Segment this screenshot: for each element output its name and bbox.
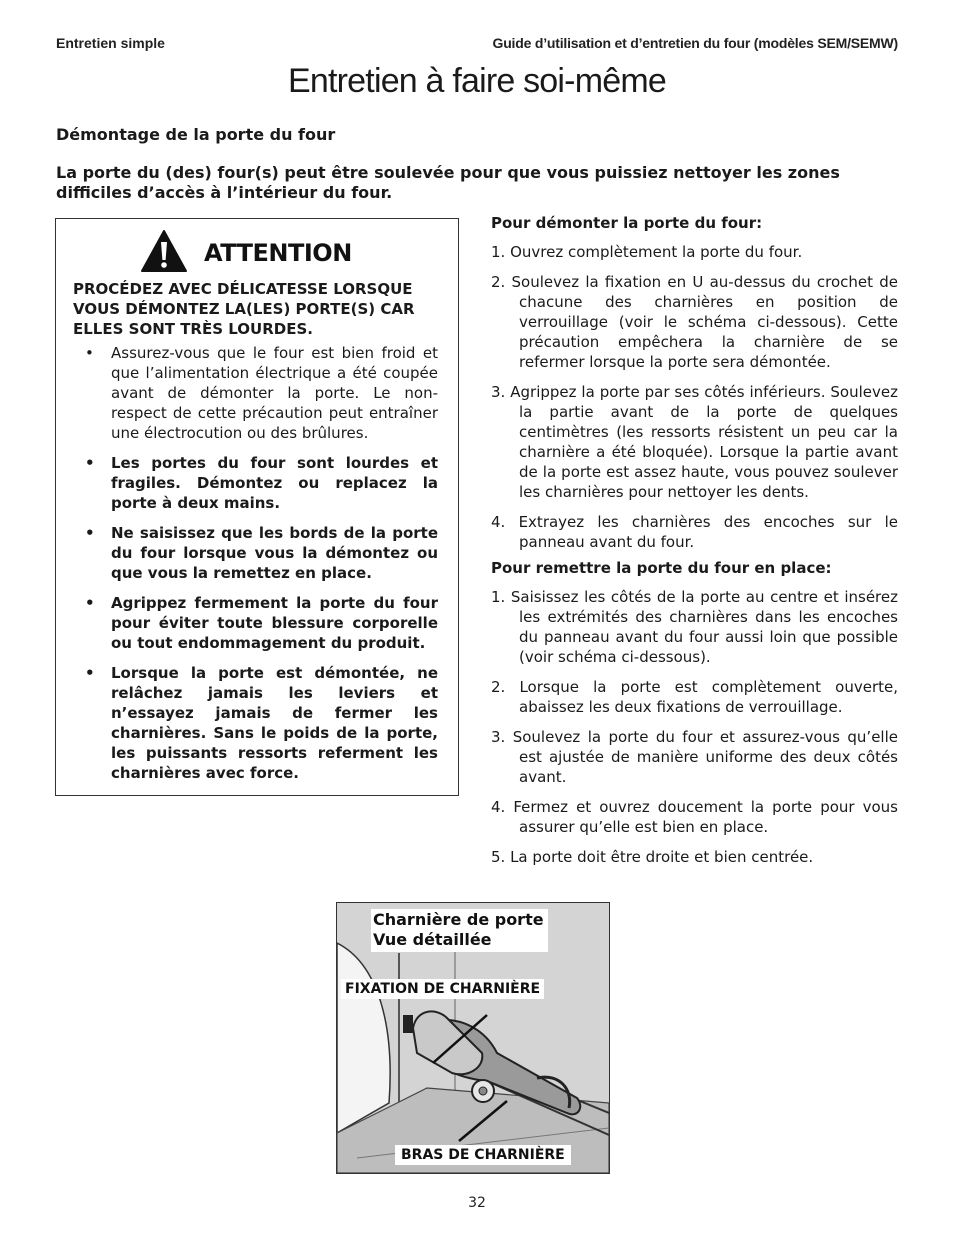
warning-list <box>73 343 438 793</box>
warning-title: ATTENTION <box>204 239 352 267</box>
label-hinge-arm: BRAS DE CHARNIÈRE <box>395 1145 571 1165</box>
replace-steps <box>491 587 898 867</box>
page-number: 32 <box>468 1195 486 1211</box>
bullet-icon: • <box>85 524 95 542</box>
bullet-icon: • <box>85 344 94 362</box>
page-title: Entretien à faire soi-même <box>288 62 666 100</box>
warning-lead: PROCÉDEZ AVEC DÉLICATESSE LORSQUE VOUS DÉMONTEZ LA(LES) PORTE(S) CAR ELLES SONT TRÈS LOURDES. <box>73 280 415 338</box>
remove-steps <box>491 242 898 552</box>
warning-title-row <box>140 227 352 275</box>
hinge-illustration <box>336 902 610 1174</box>
illustration-title: Charnière de porte Vue détaillée <box>371 909 548 952</box>
remove-step: 4. Extrayez les charnières des encoches sur le panneau avant du four. <box>491 513 898 551</box>
remove-step: 1. Ouvrez complètement la porte du four. <box>491 243 803 261</box>
remove-step: 3. Agrippez la porte par ses côtés inférieurs. Soulevez la partie avant de la porte de quelques centimètres (les ressorts résistent un peu car la charnière a été bloquée). Lorsque la partie avant de la porte est assez haute, vous pouvez soulever les charnières pour nettoyer les dents. <box>491 383 898 501</box>
instructions-column <box>491 213 898 873</box>
bullet-icon: • <box>85 594 95 612</box>
replace-step: 3. Soulevez la porte du four et assurez-vous qu’elle est ajustée de manière uniforme des deux côtés avant. <box>491 728 898 786</box>
label-hinge-fixation: FIXATION DE CHARNIÈRE <box>341 979 544 999</box>
replace-step: 2. Lorsque la porte est complètement ouverte, abaissez les deux fixations de verrouillage. <box>491 678 898 716</box>
warning-item: • Lorsque la porte est démontée, ne relâchez jamais les leviers et n’essayez jamais de fermer les charnières. Sans le poids de la porte, les puissants ressorts referment les charnières avec force. <box>85 664 438 782</box>
warning-item: • Ne saisissez que les bords de la porte du four lorsque vous la démontez ou que vous la remettez en place. <box>85 524 438 582</box>
bullet-icon: • <box>85 664 95 682</box>
replace-step: 5. La porte doit être droite et bien centrée. <box>491 848 814 866</box>
replace-heading: Pour remettre la porte du four en place: <box>491 559 832 577</box>
running-header-guide: Guide d’utilisation et d’entretien du four (modèles SEM/SEMW) <box>492 35 898 51</box>
warning-triangle-icon <box>140 229 188 273</box>
warning-box <box>55 218 459 796</box>
remove-step: 2. Soulevez la fixation en U au-dessus du crochet de chacune des charnières en position de verrouillage (voir le schéma ci-dessous). Cette précaution empêchera la charnière de se refermer lorsque la porte sera démontée. <box>491 273 898 371</box>
intro-paragraph: La porte du (des) four(s) peut être soulevée pour que vous puissiez nettoyer les zones difficiles d’accès à l’intérieur du four. <box>56 163 840 202</box>
replace-step: 4. Fermez et ouvrez doucement la porte pour vous assurer qu’elle est bien en place. <box>491 798 898 836</box>
section-heading: Démontage de la porte du four <box>56 125 336 144</box>
running-header-section: Entretien simple <box>56 35 165 51</box>
warning-item: • Agrippez fermement la porte du four pour éviter toute blessure corporelle ou tout endommagement du produit. <box>85 594 438 652</box>
replace-step: 1. Saisissez les côtés de la porte au centre et insérez les extrémités des charnières dans les encoches du panneau avant du four aussi loin que possible (voir schéma ci-dessous). <box>491 588 898 666</box>
warning-item: • Les portes du four sont lourdes et fragiles. Démontez ou replacez la porte à deux mains. <box>85 454 438 512</box>
warning-item: • Assurez-vous que le four est bien froid et que l’alimentation électrique a été coupée avant de démonter la porte. Le non-respect de cette précaution peut entraîner une électrocution ou des brûlures. <box>85 344 438 442</box>
remove-heading: Pour démonter la porte du four: <box>491 214 763 232</box>
bullet-icon: • <box>85 454 95 472</box>
